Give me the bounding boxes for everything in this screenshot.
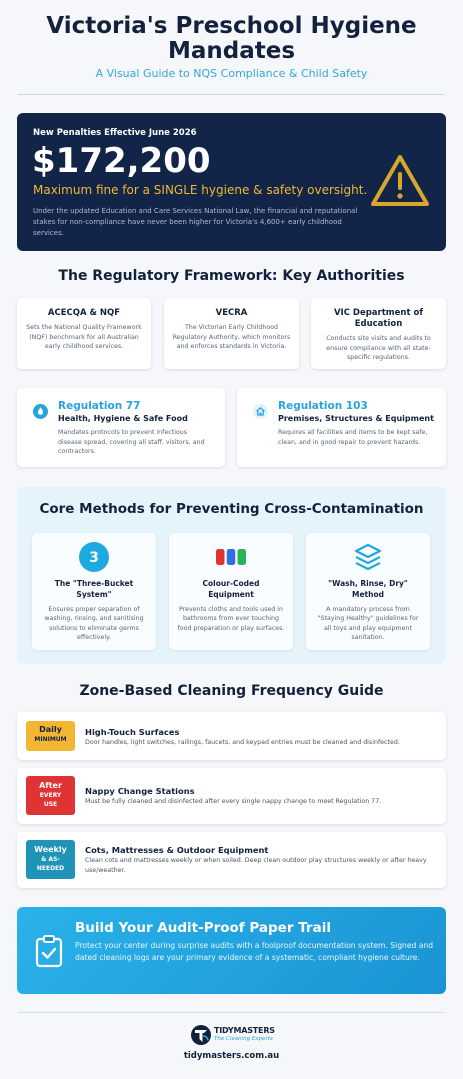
- regulation-number: Regulation 77: [58, 400, 141, 412]
- frequency-badge-after-use: After EVERY USE: [26, 776, 75, 815]
- zones-title: Zone-Based Cleaning Frequency Guide: [79, 683, 384, 699]
- zone-desc: Must be fully cleaned and disinfected after every single nappy change to meet Regulation 77.: [85, 798, 382, 805]
- audit-banner: [17, 907, 446, 994]
- zone-item-high-touch: [17, 712, 446, 760]
- regulation-desc: Requires all facilities and items to be kept safe, clean, and in good repair to prevent hazards.: [278, 429, 428, 446]
- zone-title: Nappy Change Stations: [85, 786, 195, 796]
- logo-tagline: The Cleaning Experts: [214, 1036, 273, 1042]
- authority-desc: The Victorian Early Childhood Regulatory Authority, which monitors and enforces standards in Victoria.: [172, 324, 291, 350]
- page-title: Victoria's Preschool Hygiene Mandates: [46, 13, 417, 64]
- authority-name: ACECQA & NQF: [47, 308, 121, 318]
- method-desc: A mandatory process from "Staying Healthy" guidelines for all toys and play equipment sanitation.: [317, 606, 419, 641]
- method-desc: Prevents cloths and tools used in bathrooms from ever touching food preparation or play surfaces.: [177, 606, 285, 632]
- frequency-badge-weekly: Weekly & AS- NEEDED: [26, 840, 75, 879]
- regulation-desc: Mandates protocols to prevent infectious disease spread, covering all staff, visitors, and contractors.: [58, 429, 205, 455]
- number-three-icon: [79, 542, 109, 572]
- authority-card-acecqa: [17, 298, 151, 369]
- authority-desc: Conducts site visits and audits to ensure compliance with all state-specific regulations.: [326, 335, 431, 361]
- layers-icon: [353, 542, 383, 572]
- house-icon: [253, 404, 268, 419]
- logo-name: TIDYMASTERS: [214, 1026, 275, 1035]
- method-title: The "Three-Bucket System": [54, 579, 134, 599]
- penalty-amount: $172,200: [32, 141, 211, 181]
- zone-desc: Door handles, light switches, railings, faucets, and keypad entries must be cleaned and disinfected.: [85, 739, 400, 746]
- penalty-tagline: Maximum fine for a SINGLE hygiene & safety oversight.: [33, 183, 368, 197]
- logo-mark-icon: [191, 1024, 211, 1046]
- framework-title: The Regulatory Framework: Key Authorities: [58, 268, 405, 284]
- authority-name: VIC Department of Education: [333, 308, 424, 329]
- zone-desc: Clean cots and mattresses weekly or when soiled. Deep clean outdoor play structures weekly or after heavy use/weather.: [85, 857, 427, 874]
- method-title: Colour-Coded Equipment: [202, 579, 260, 599]
- penalty-eyebrow: New Penalties Effective June 2026: [33, 128, 197, 138]
- method-desc: Ensures proper separation of washing, rinsing, and sanitising solutions to eliminate germs effectively.: [44, 606, 144, 641]
- regulation-card-103: [237, 388, 446, 467]
- droplet-icon: [33, 404, 48, 419]
- tidymasters-logo: [191, 1024, 277, 1046]
- method-icon-number: 3: [89, 550, 99, 566]
- penalty-body: Under the updated Education and Care Services National Law, the financial and reputational stakes for non-compliance have never been higher for Victoria's 4,600+ early childhood services.: [33, 207, 358, 237]
- methods-title: Core Methods for Preventing Cross-Contamination: [39, 501, 424, 517]
- regulation-number: Regulation 103: [278, 400, 368, 412]
- footer-url[interactable]: tidymasters.com.au: [183, 1051, 280, 1061]
- penalty-banner: [17, 113, 446, 251]
- page-subtitle: A Visual Guide to NQS Compliance & Child Safety: [95, 67, 368, 80]
- zone-title: Cots, Mattresses & Outdoor Equipment: [85, 845, 269, 855]
- methods-section: [17, 487, 446, 664]
- method-card-wash-rinse-dry: [306, 533, 430, 650]
- header-divider: [18, 94, 445, 95]
- authority-card-vic-education: [311, 298, 446, 369]
- zone-title: High-Touch Surfaces: [85, 727, 180, 737]
- method-title: "Wash, Rinse, Dry" Method: [328, 579, 408, 599]
- audit-title: Build Your Audit-Proof Paper Trail: [75, 920, 331, 936]
- authority-desc: Sets the National Quality Framework (NQF) benchmark for all Australian early childhood services.: [26, 324, 142, 350]
- regulation-name: Premises, Structures & Equipment: [278, 414, 434, 423]
- footer-divider: [18, 1012, 445, 1013]
- method-card-three-bucket: [32, 533, 156, 650]
- zone-item-nappy-change: [17, 768, 446, 824]
- authority-card-vecra: [164, 298, 299, 369]
- method-card-colour-coded: [169, 533, 293, 650]
- zone-item-cots-outdoor: [17, 832, 446, 888]
- authority-name: VECRA: [215, 308, 248, 318]
- audit-desc: Protect your center during surprise audits with a foolproof documentation system. Signed and dated cleaning logs are your primary evidence of a systematic, compliant hygiene culture.: [75, 941, 434, 962]
- regulation-card-77: [17, 388, 225, 467]
- clipboard-check-icon: [34, 934, 64, 968]
- colour-swatches-icon: [216, 542, 246, 572]
- frequency-badge-daily: Daily MINIMUM: [26, 721, 75, 751]
- warning-triangle-icon: [369, 153, 431, 209]
- regulation-name: Health, Hygiene & Safe Food: [58, 414, 188, 423]
